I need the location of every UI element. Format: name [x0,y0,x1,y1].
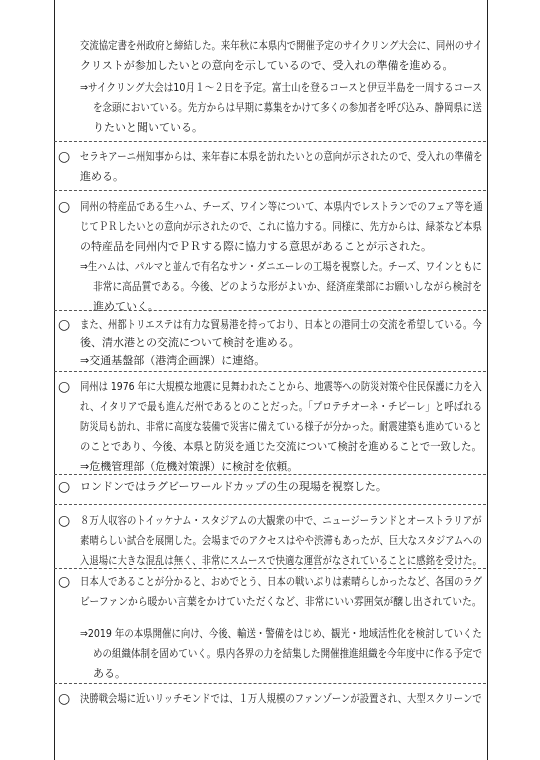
text-line: を念頭においている。先方からは早期に募集をかけて多くの参加者を呼び込み、静岡県に送 [93,101,482,114]
section-divider [54,141,486,142]
bullet-marker: ○ [58,199,71,215]
text-line: ビーファンから暖かい言葉をかけていただくなど、非常にいい雰囲気が醸し出されていた。 [80,595,482,608]
text-line: りたいと聞いている。 [93,121,203,134]
text-line: 非常に高品質である。今後、どのような形がよいか、経済産業部にお願いしながら検討を [93,280,482,293]
bullet-marker: ○ [58,379,71,395]
section-divider [54,371,486,372]
bullet-marker: ○ [58,513,71,529]
bullet-marker: ○ [58,317,71,333]
text-line: ロンドンではラグビーワールドカップの生の現場を視察した。 [80,480,387,493]
text-line: 後、清水港との交流について検討を進める。 [80,336,300,349]
section-divider [54,310,486,311]
text-line: 同州は 1976 年に大規模な地震に見舞われたことから、地震等への防災対策や住民保護に力を入 [80,380,482,393]
text-line: セラキアーニ州知事からは、来年春に本県を訪れたいとの意向が示されたので、受入れの準備を [80,150,483,163]
bullet-marker: ○ [58,479,71,495]
text-line: ８万人収容のトイッケナム・スタジアムの大観衆の中で、ニュージーランドとオーストラリアが [80,514,482,527]
section-divider [54,504,486,505]
text-line: ある。 [93,667,126,680]
text-line: クリストが参加したいとの意向を示しているので、受入れの準備を進める。 [80,59,454,72]
bullet-marker: ○ [58,149,71,165]
text-line: 日本人であることが分かると、おめでとう、日本の戦いぶりは素晴らしかったなど、各国のラグ [80,575,483,588]
text-line: 同州の特産品である生ハム、チーズ、ワイン等について、本県内でレストランでのフェア等を通 [80,200,483,213]
section-divider [54,474,486,475]
section-divider [54,683,486,684]
text-line: 進めていく。 [93,300,159,313]
text-line: 決勝戦会場に近いリッチモンドでは、１万人規模のファンゾーンが設置され、大型スクリーンで [80,692,482,705]
text-line: 進める。 [80,170,124,183]
text-line: 交流協定書を州政府と締結した。来年秋に本県内で開催予定のサイクリング大会に、同州のサイ [80,39,483,52]
text-line: の特産品を同州内でＰＲする際に協力する意思があることが示された。 [80,240,432,253]
text-line: 素晴らしい試合を展開した。会場までのアクセスはやや渋滞もあったが、巨大なスタジアムへの [80,534,482,547]
text-line: ⇒2019 年の本県開催に向け、今後、輸送・警備をはじめ、観光・地域活性化を検討していくた [80,627,482,640]
text-line: ⇒生ハムは、パルマと並んで有名なサン・ダニエーレの工場を視察した。チーズ、ワインともに [80,260,482,273]
text-line: めの組織体制を固めていく。県内各界の力を結集した開催推進組織を今年度中に作る予定で [93,647,483,660]
text-line: ⇒サイクリング大会は10月１～２日を予定。富士山を登るコースと伊豆半島を一周するコース [80,81,482,94]
bullet-marker: ○ [58,691,71,707]
section-divider [54,190,486,191]
text-line: ⇒危機管理部（危機対策課）に検討を依頼。 [80,460,299,473]
bullet-marker: ○ [58,574,71,590]
text-line: 入退場に大きな混乱は無く、非常にスムースで快適な運営がなされていることに感銘を受けた。 [80,554,482,567]
text-line: れ、イタリアで最も進んだ州であるとのことだった。「プロテチオーネ・チビーレ」と呼ばれる [80,400,483,413]
text-line: のことであり、今後、本県と防災を通じた交流について検討を進めることで一致した。 [80,440,482,453]
text-line: じてＰＲしたいとの意向が示されたので、これに協力する。同様に、先方からは、緑茶など本県 [80,220,482,233]
text-line: ⇒交通基盤部（港湾企画課）に連絡。 [80,354,266,367]
section-divider [54,568,486,569]
text-line: 防災局も訪れ、非常に高度な装備で災害に備えている様子が分かった。耐震建築も進めていると [80,420,482,433]
text-line: また、州都トリエステは有力な貿易港を持っており、日本との港同士の交流を希望している。今 [80,318,482,331]
